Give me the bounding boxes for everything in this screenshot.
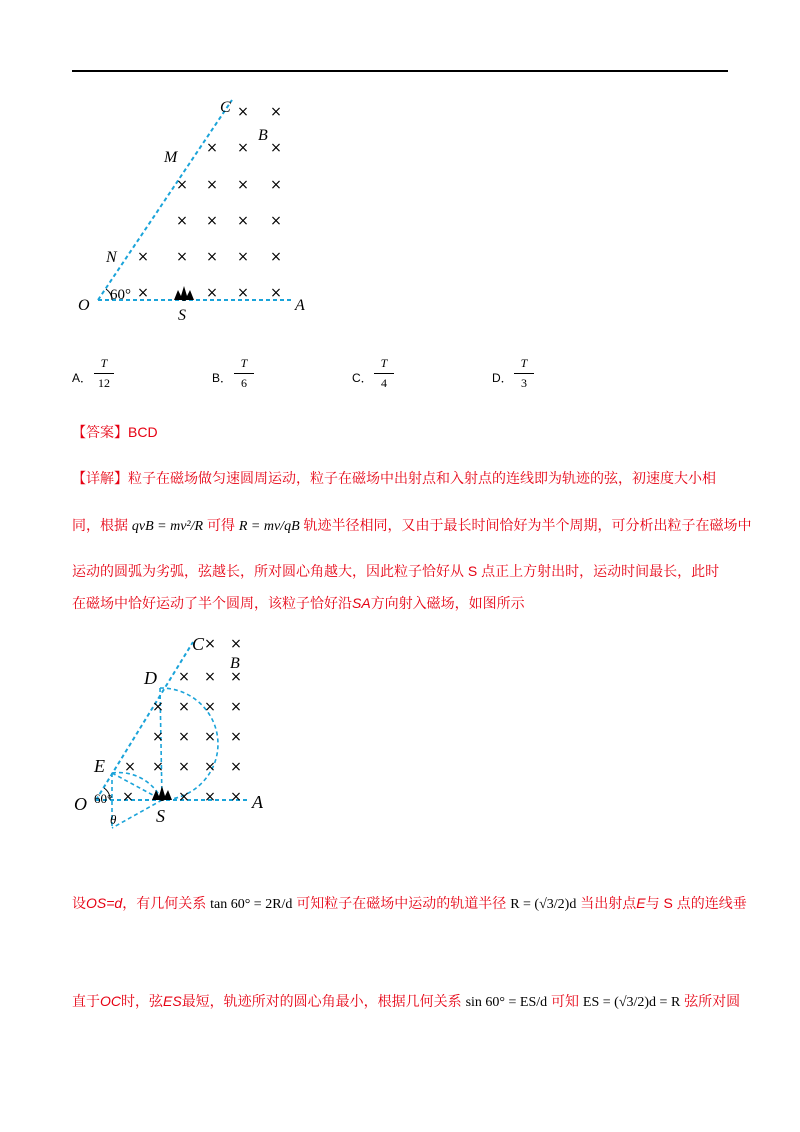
line-S-down: [112, 800, 162, 828]
field-cross: ×: [237, 213, 249, 229]
detail-tag: 【详解】: [72, 470, 128, 486]
field-cross: ×: [206, 177, 218, 193]
field-cross: ×: [178, 729, 190, 745]
field-cross: ×: [152, 699, 164, 715]
option-b-fraction: T 6: [234, 356, 254, 391]
equation-r: R = mv/qB: [238, 519, 300, 534]
label-C-2: C: [192, 634, 205, 654]
field-cross: ×: [206, 285, 218, 301]
label-N: N: [106, 249, 117, 266]
field-cross: ×: [270, 213, 282, 229]
para2-line: 设OS=d，有几何关系 tan 60° = 2R/d 可知粒子在磁场中运动的轨道半径 R = (√3/2)d 当出射点E与 S 点的连线垂: [72, 895, 747, 912]
field-cross: ×: [270, 104, 282, 120]
field-cross: ×: [270, 177, 282, 193]
label-A: A: [295, 297, 305, 314]
field-cross: ×: [206, 213, 218, 229]
field-cross: ×: [178, 669, 190, 685]
field-cross: ×: [230, 789, 242, 805]
field-cross: ×: [176, 249, 188, 265]
label-A-2: A: [252, 792, 263, 812]
field-cross: ×: [270, 140, 282, 156]
field-cross: ×: [137, 285, 149, 301]
field-cross: ×: [230, 729, 242, 745]
equation-es: ES = (√3/2)d = R: [582, 995, 681, 1010]
os-d: OS=d: [86, 895, 123, 911]
field-cross: ×: [122, 789, 134, 805]
field-cross: ×: [270, 249, 282, 265]
field-cross: ×: [124, 759, 136, 775]
field-cross: ×: [204, 729, 216, 745]
field-cross: ×: [176, 177, 188, 193]
field-cross: ×: [237, 177, 249, 193]
detail-line-4: 在磁场中恰好运动了半个圆周，该粒子恰好沿SA方向射入磁场，如图所示: [72, 595, 525, 611]
label-S-2: S: [156, 806, 165, 826]
field-cross: ×: [206, 140, 218, 156]
field-cross: ×: [237, 249, 249, 265]
label-O-2: O: [74, 794, 87, 814]
equation-radius: R = (√3/2)d: [510, 897, 577, 912]
field-cross: ×: [237, 140, 249, 156]
field-cross: ×: [204, 699, 216, 715]
option-c-fraction: T 4: [374, 356, 394, 391]
field-cross: ×: [206, 249, 218, 265]
field-cross: ×: [230, 669, 242, 685]
field-cross: ×: [204, 669, 216, 685]
field-cross: ×: [204, 759, 216, 775]
option-d-fraction: T 3: [514, 356, 534, 391]
equation-tan60: tan 60° = 2R/d: [210, 897, 293, 912]
label-B-2: B: [230, 655, 240, 672]
field-cross: ×: [230, 636, 242, 652]
label-O: O: [78, 297, 90, 314]
label-angle: 60°: [110, 287, 131, 303]
field-cross: ×: [230, 759, 242, 775]
line-OC-2: [96, 642, 193, 800]
source-S-icon-2: [152, 786, 172, 801]
para3-line: 直于OC时，弦ES最短，轨迹所对的圆心角最小，根据几何关系 sin 60° = ES/d 可知 ES = (√3/2)d = R 弦所对圆: [72, 993, 741, 1010]
detail-line-2: 同，根据 qvB = mv²/R 可得 R = mv/qB 轨迹半径相同，又由于最长时间恰好为半个周期，可分析出粒子在磁场中: [72, 517, 752, 534]
field-cross: ×: [237, 104, 249, 120]
answer-value: BCD: [128, 424, 158, 440]
label-C: C: [220, 99, 231, 116]
label-B: B: [258, 127, 268, 144]
field-cross: ×: [178, 789, 190, 805]
field-cross: ×: [137, 249, 149, 265]
equation-sin60: sin 60° = ES/d: [465, 995, 548, 1010]
field-cross: ×: [204, 636, 216, 652]
equation-qvb: qvB = mv²/R: [131, 519, 204, 534]
field-cross: ×: [178, 699, 190, 715]
label-angle-2: 60°: [94, 791, 113, 806]
field-cross: ×: [237, 285, 249, 301]
label-D: D: [144, 668, 157, 688]
field-cross: ×: [230, 699, 242, 715]
field-cross: ×: [204, 789, 216, 805]
field-cross: ×: [152, 729, 164, 745]
detail-line-3: 运动的圆弧为劣弧，弦越长，所对圆心角越大，因此粒子恰好从 S 点正上方射出时，运动时间最长，此时: [72, 563, 720, 579]
option-a-fraction: T 12: [94, 356, 114, 391]
field-cross: ×: [152, 759, 164, 775]
field-cross: ×: [176, 213, 188, 229]
label-M: M: [164, 149, 178, 166]
field-cross: ×: [270, 285, 282, 301]
label-S: S: [178, 307, 186, 324]
answer-tag: 【答案】: [72, 424, 128, 440]
field-cross: ×: [178, 759, 190, 775]
detail-line-1: 【详解】粒子在磁场做匀速圆周运动，粒子在磁场中出射点和入射点的连线即为轨迹的弦，初速度大小相: [72, 470, 716, 486]
label-theta: θ: [110, 812, 117, 827]
label-E: E: [94, 756, 105, 776]
